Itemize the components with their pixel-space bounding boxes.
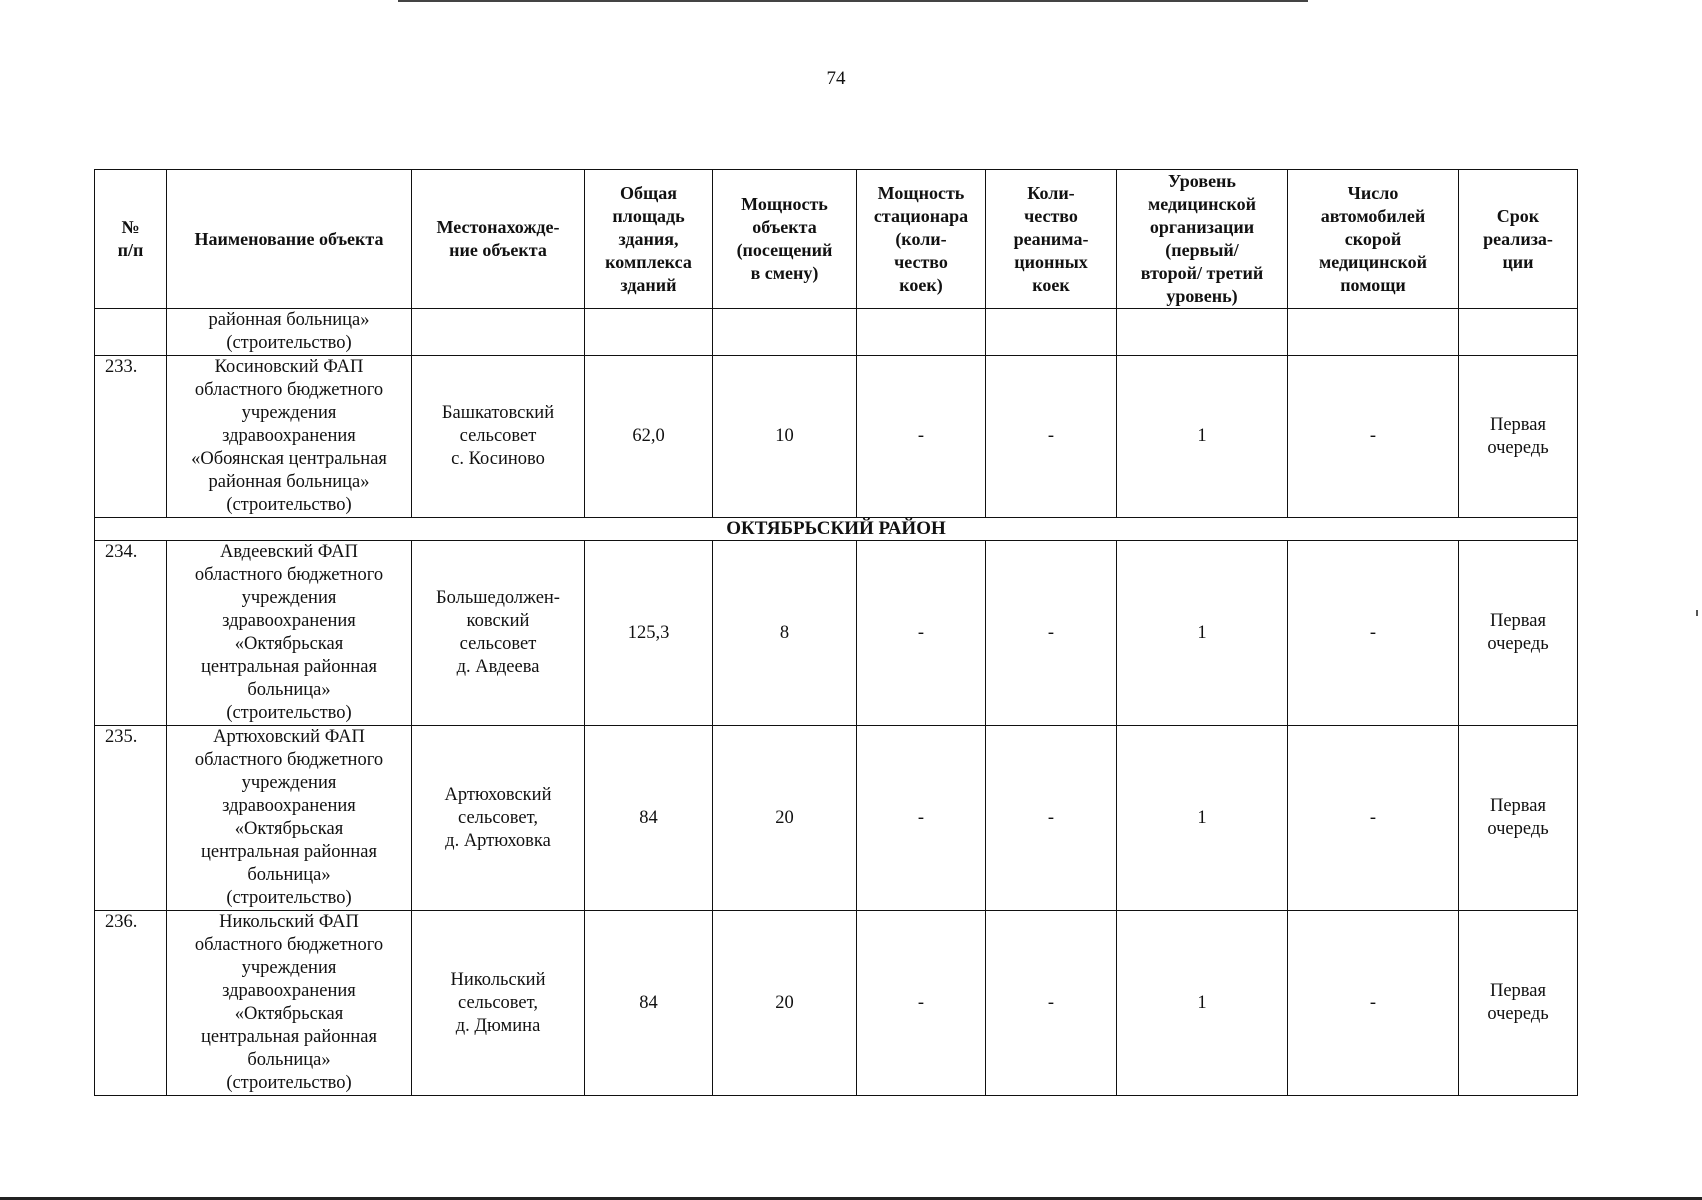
cell-ambulances xyxy=(1288,309,1459,356)
facilities-table xyxy=(94,169,1578,1096)
header-ambulances: Число автомобилей скорой медицинской помощи xyxy=(1288,170,1459,309)
cell-capacity xyxy=(713,309,857,356)
header-row xyxy=(95,170,1578,309)
cell-capacity: 8 xyxy=(713,541,857,726)
cell-level: 1 xyxy=(1117,911,1288,1096)
top-rule xyxy=(398,0,1308,2)
cell-location xyxy=(412,309,585,356)
cell-level: 1 xyxy=(1117,541,1288,726)
cell-area: 125,3 xyxy=(585,541,713,726)
header-area: Общая площадь здания, комплекса зданий xyxy=(585,170,713,309)
cell-area: 84 xyxy=(585,726,713,911)
cell-name: Косиновский ФАП областного бюджетного учреждения здравоохранения «Обоянская центральная районная больница» (строительство) xyxy=(167,356,412,518)
cell-location: Артюховский сельсовет, д. Артюховка xyxy=(412,726,585,911)
cell-capacity: 20 xyxy=(713,911,857,1096)
cell-num: 236. xyxy=(95,911,167,1096)
cell-term: Первая очередь xyxy=(1459,356,1578,518)
cell-icu-beds xyxy=(986,309,1117,356)
scan-mark xyxy=(1696,610,1698,616)
cell-icu-beds: - xyxy=(986,911,1117,1096)
cell-ambulances: - xyxy=(1288,541,1459,726)
cell-term: Первая очередь xyxy=(1459,541,1578,726)
header-capacity: Мощность объекта (посещений в смену) xyxy=(713,170,857,309)
cell-area: 62,0 xyxy=(585,356,713,518)
header-term: Срок реализа- ции xyxy=(1459,170,1578,309)
cell-icu-beds: - xyxy=(986,356,1117,518)
header-beds: Мощность стационара (коли- чество коек) xyxy=(857,170,986,309)
header-num: № п/п xyxy=(95,170,167,309)
cell-area: 84 xyxy=(585,911,713,1096)
cell-ambulances: - xyxy=(1288,356,1459,518)
cell-name: Авдеевский ФАП областного бюджетного учреждения здравоохранения «Октябрьская центральная районная больница» (строительство) xyxy=(167,541,412,726)
table-row xyxy=(95,541,1578,726)
cell-beds: - xyxy=(857,356,986,518)
cell-ambulances: - xyxy=(1288,911,1459,1096)
cell-num: 233. xyxy=(95,356,167,518)
cell-ambulances: - xyxy=(1288,726,1459,911)
cell-name: Никольский ФАП областного бюджетного учреждения здравоохранения «Октябрьская центральная районная больница» (строительство) xyxy=(167,911,412,1096)
cell-location: Никольский сельсовет, д. Дюмина xyxy=(412,911,585,1096)
cell-level: 1 xyxy=(1117,356,1288,518)
table-row xyxy=(95,911,1578,1096)
cell-num: 235. xyxy=(95,726,167,911)
cell-location: Большедолжен- ковский сельсовет д. Авдеева xyxy=(412,541,585,726)
cell-term: Первая очередь xyxy=(1459,911,1578,1096)
cell-beds xyxy=(857,309,986,356)
cell-term xyxy=(1459,309,1578,356)
cell-level: 1 xyxy=(1117,726,1288,911)
cell-level xyxy=(1117,309,1288,356)
cell-icu-beds: - xyxy=(986,726,1117,911)
continuation-row xyxy=(95,309,1578,356)
cell-beds: - xyxy=(857,911,986,1096)
cell-beds: - xyxy=(857,541,986,726)
cell-num: 234. xyxy=(95,541,167,726)
table-row xyxy=(95,726,1578,911)
cell-term: Первая очередь xyxy=(1459,726,1578,911)
table-row xyxy=(95,356,1578,518)
cell-capacity: 20 xyxy=(713,726,857,911)
header-location: Местонахожде- ние объекта xyxy=(412,170,585,309)
cell-beds: - xyxy=(857,726,986,911)
header-name: Наименование объекта xyxy=(167,170,412,309)
section-row xyxy=(95,518,1578,541)
cell-location: Башкатовский сельсовет с. Косиново xyxy=(412,356,585,518)
cell-name: Артюховский ФАП областного бюджетного учреждения здравоохранения «Октябрьская центральная районная больница» (строительство) xyxy=(167,726,412,911)
section-title: ОКТЯБРЬСКИЙ РАЙОН xyxy=(95,518,1578,541)
cell-area xyxy=(585,309,713,356)
cell-name: районная больница» (строительство) xyxy=(167,309,412,356)
header-level: Уровень медицинской организации (первый/ второй/ третий уровень) xyxy=(1117,170,1288,309)
cell-capacity: 10 xyxy=(713,356,857,518)
page-number: 74 xyxy=(826,68,846,89)
cell-num xyxy=(95,309,167,356)
cell-icu-beds: - xyxy=(986,541,1117,726)
header-icu-beds: Коли- чество реанима- ционных коек xyxy=(986,170,1117,309)
